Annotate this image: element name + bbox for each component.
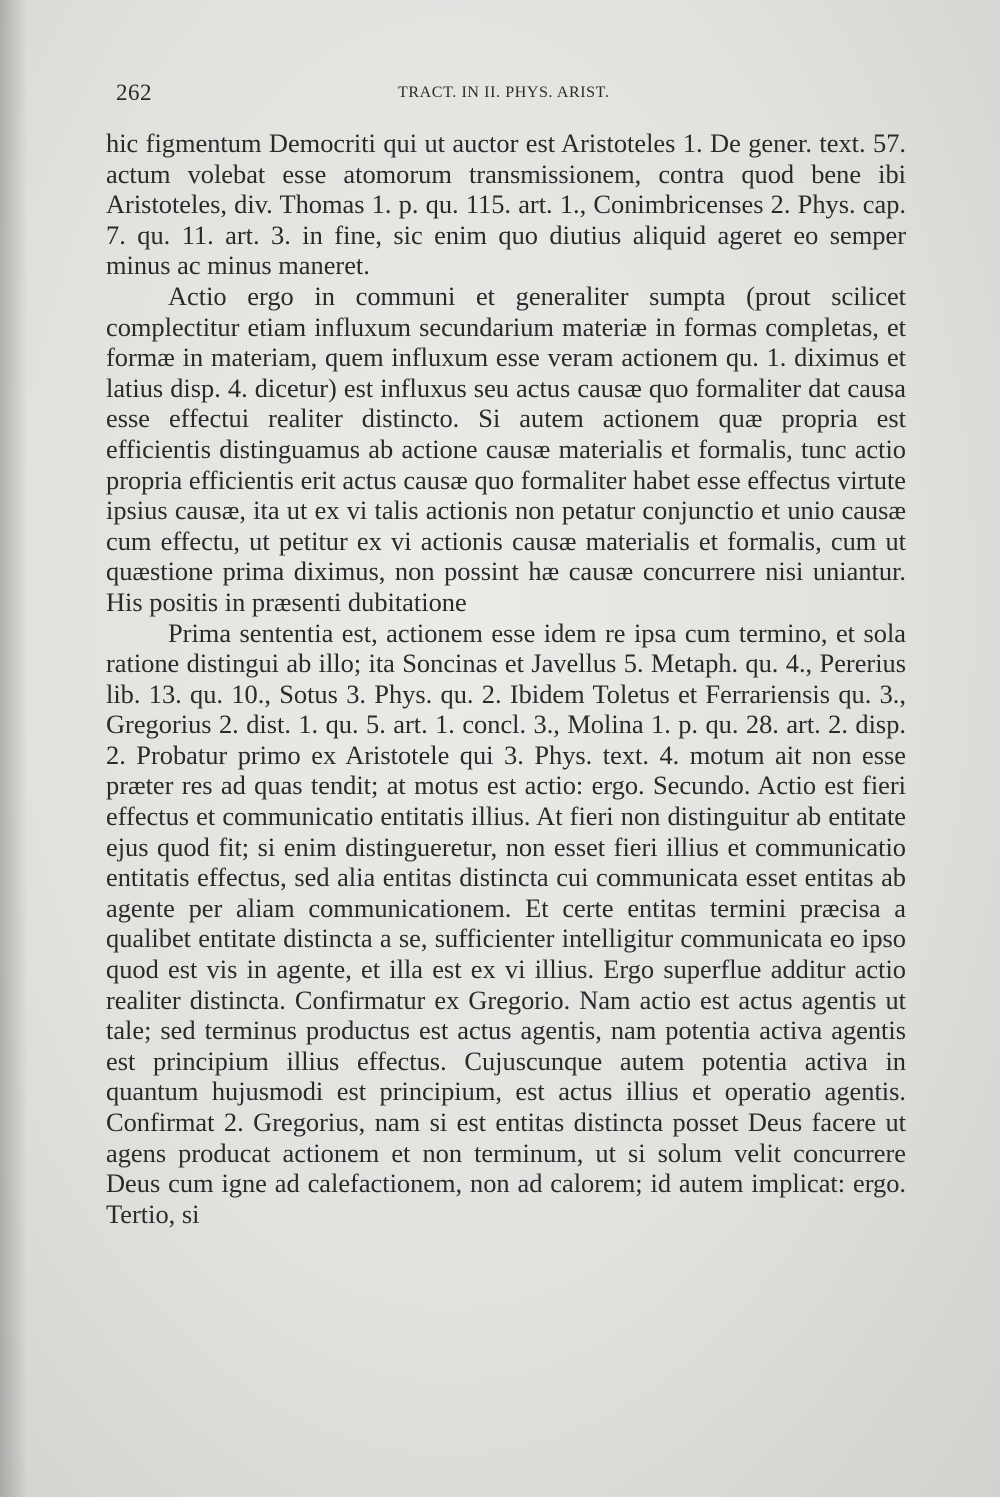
page-shadow	[0, 0, 28, 1497]
paragraph-actio: Actio ergo in communi et generaliter sumpta (prout scilicet complectitur etiam influxum secundarium materiæ in formas completas, et formæ in materiam, quem influxum esse veram actionem qu. 1. diximus et latius disp. 4. dicetur) est influxus seu actus causæ quo formaliter dat causa esse effectui realiter distincto. Si autem actionem quæ propria est efficientis distinguamus ab actione causæ materialis et formalis, tunc actio propria efficientis erit actus causæ quo formaliter habet esse effectus virtute ipsius causæ, ita ut ex vi talis actionis non petatur conjunctio et unio causæ cum effectu, ut petitur ex vi actionis causæ materialis et formalis, cum ut quæstione prima diximus, non possint hæ causæ concurrere nisi uniantur. His positis in præsenti dubitatione	[106, 280, 906, 617]
paragraph-continuation: hic figmentum Democriti qui ut auctor est Aristoteles 1. De gener. text. 57. actum volebat esse atomorum transmissionem, contra quod bene ibi Aristoteles, div. Thomas 1. p. qu. 115. art. 1., Conimbricenses 2. Phys. cap. 7. qu. 11. art. 3. in fine, sic enim quo diutius aliquid ageret eo semper minus ac minus maneret.	[106, 128, 906, 281]
page-number: 262	[116, 80, 152, 105]
running-title: TRACT. IN II. PHYS. ARIST.	[398, 84, 610, 101]
running-head	[116, 80, 906, 110]
paragraph-prima-sententia: Prima sententia est, actionem esse idem re ipsa cum termino, et sola ratione distingui ab illo; ita Soncinas et Javellus 5. Metaph. qu. 4., Pererius lib. 13. qu. 10., Sotus 3. Phys. qu. 2. Ibidem Toletus et Ferrariensis qu. 3., Gregorius 2. dist. 1. qu. 5. art. 1. concl. 3., Molina 1. p. qu. 28. art. 2. disp. 2. Probatur primo ex Aristotele qui 3. Phys. text. 4. motum ait non esse præter res ad quas tendit; at motus est actio: ergo. Secundo. Actio est fieri effectus et communicatio entitatis illius. At fieri non distinguitur ab entitate ejus quod fit; si enim distingueretur, non esset fieri illius et communicatio entitatis effectus, sed alia entitas distincta cui communicata esset entitas ab agente per aliam communicationem. Et certe entitas termini præcisa a qualibet entitate distincta a se, sufficienter intelligitur communicata eo ipso quod est vis in agente, et illa est ex vi illius. Ergo superflue additur actio realiter distincta. Confirmatur ex Gregorio. Nam actio est actus agentis ut tale; sed terminus productus est actus agentis, nam potentia activa agentis est principium illius effectus. Cujuscunque autem potentia activa in quantum hujusmodi est principium, est actus illius et operatio agentis. Confirmat 2. Gregorius, nam si est entitas distincta posset Deus facere ut agens producat actionem et non terminum, ut si solum velit concurrere Deus cum igne ad calefactionem, non ad calorem; id autem implicat: ergo. Tertio, si	[106, 617, 906, 1229]
body-text	[106, 128, 906, 1229]
